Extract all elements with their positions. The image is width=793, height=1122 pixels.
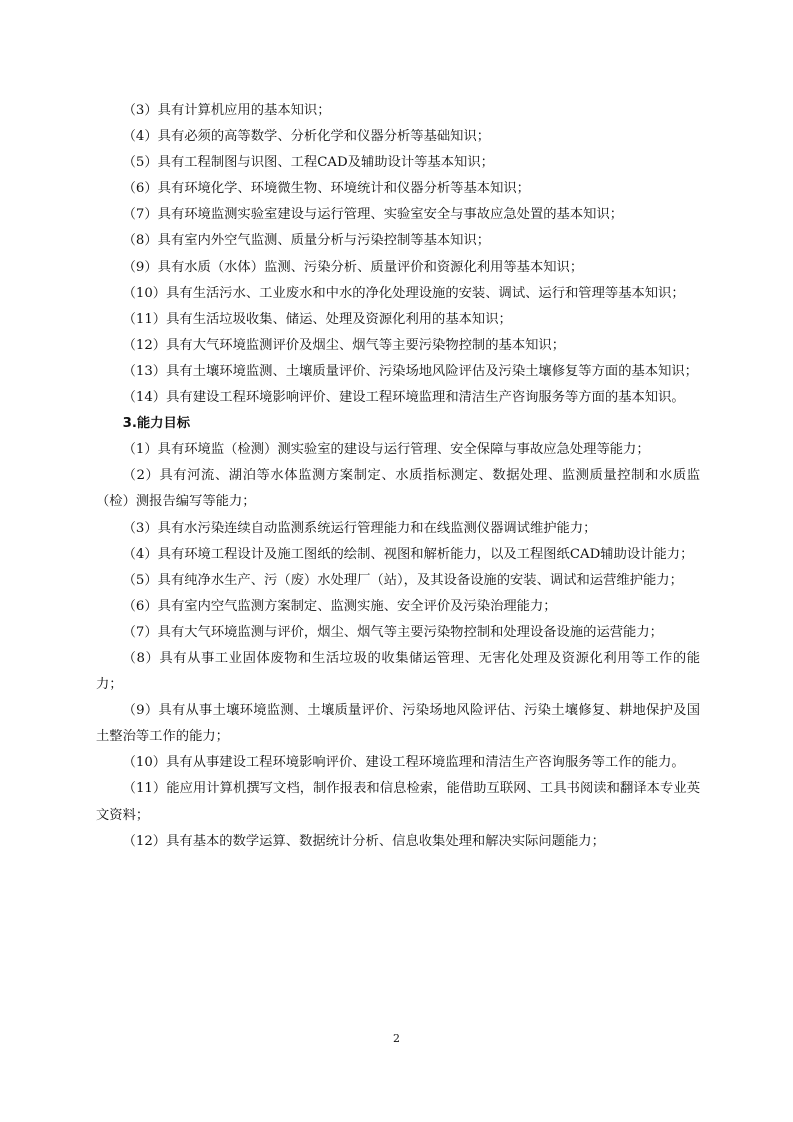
ability-item-11: （11）能应用计算机撰写文档，制作报表和信息检索，能借助互联网、工具书阅读和翻译本专业英文资料； (96, 781, 700, 823)
page-number: 2 (393, 1032, 400, 1045)
ability-item-7: （7）具有大气环境监测与评价，烟尘、烟气等主要污染物控制和处理设备设施的运营能力； (122, 624, 663, 640)
ability-item-12: （12）具有基本的数学运算、数据统计分析、信息收集处理和解决实际问题能力； (122, 833, 605, 849)
knowledge-item-5: （5）具有工程制图与识图、工程CAD及辅助设计等基本知识； (122, 155, 494, 171)
knowledge-item-10: （10）具有生活污水、工业废水和中水的净化处理设施的安装、调试、运行和管理等基本知识； (122, 285, 685, 301)
ability-item-10: （10）具有从事建设工程环境影响评价、建设工程环境监理和清洁生产咨询服务等工作的能力。 (122, 755, 685, 771)
ability-item-8: （8）具有从事工业固体废物和生活垃圾的收集储运管理、无害化处理及资源化利用等工作的能力； (96, 650, 700, 693)
ability-heading: 3.能力目标 (122, 416, 191, 432)
knowledge-item-12: （12）具有大气环境监测评价及烟尘、烟气等主要污染物控制的基本知识； (122, 337, 566, 353)
ability-item-6: （6）具有室内空气监测方案制定、监测实施、安全评价及污染治理能力； (122, 598, 557, 614)
knowledge-item-13: （13）具有土壤环境监测、土壤质量评价、污染场地风险评估及污染土壤修复等方面的基本知识； (122, 363, 698, 379)
ability-item-9: （9）具有从事土壤环境监测、土壤质量评价、污染场地风险评估、污染土壤修复、耕地保护及国土整治等工作的能力； (96, 703, 700, 745)
ability-item-3: （3）具有水污染连续自动监测系统运行管理能力和在线监测仪器调试维护能力； (122, 520, 597, 536)
knowledge-item-11: （11）具有生活垃圾收集、储运、处理及资源化利用的基本知识； (122, 311, 512, 327)
knowledge-item-3: （3）具有计算机应用的基本知识； (122, 103, 331, 118)
ability-item-2: （2）具有河流、湖泊等水体监测方案制定、水质指标测定、数据处理、监测质量控制和水质监（检）测报告编写等能力； (96, 468, 700, 510)
knowledge-item-6: （6）具有环境化学、环境微生物、环境统计和仪器分析等基本知识； (122, 181, 530, 197)
ability-item-4: （4）具有环境工程设计及施工图纸的绘制、视图和解析能力，以及工程图纸CAD辅助设计能力； (122, 546, 694, 562)
ability-item-1: （1）具有环境监（检测）测实验室的建设与运行管理、安全保障与事故应急处理等能力； (122, 442, 650, 458)
ability-item-5: （5）具有纯净水生产、污（废）水处理厂（站），及其设备设施的安装、调试和运营维护能力； (122, 572, 683, 588)
knowledge-item-14: （14）具有建设工程环境影响评价、建设工程环境监理和清洁生产咨询服务等方面的基本知识。 (122, 390, 685, 406)
knowledge-item-7: （7）具有环境监测实验室建设与运行管理、实验室安全与事故应急处置的基本知识； (122, 207, 624, 223)
knowledge-item-4: （4）具有必须的高等数学、分析化学和仪器分析等基础知识； (122, 129, 491, 145)
knowledge-item-8: （8）具有室内外空气监测、质量分析与污染控制等基本知识； (122, 233, 491, 249)
page-content (96, 98, 700, 855)
knowledge-item-9: （9）具有水质（水体）监测、污染分析、质量评价和资源化利用等基本知识； (122, 259, 584, 275)
